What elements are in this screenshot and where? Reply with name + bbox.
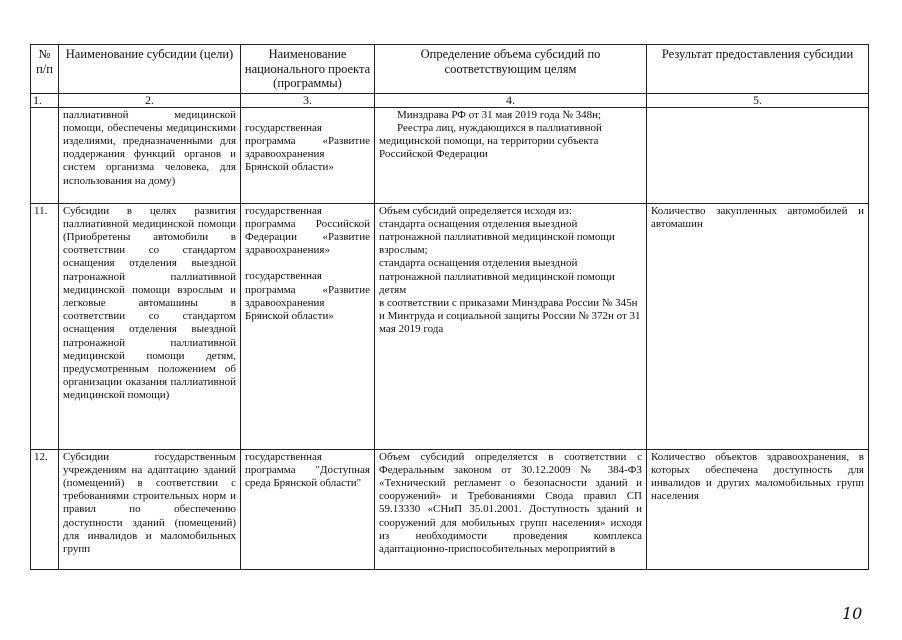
volume-text: Реестра лиц, нуждающихся в паллиативной медицинской помощи, на территории субъекта Российской Федерации [379,121,602,161]
program-text: государственная программа "Доступная среда Брянской области" [245,450,370,489]
volume-cell [375,107,647,203]
header-num: № п/п [31,45,59,94]
volume-text: Объем субсидий определяется исходя из: [379,204,572,217]
volume-cell [375,449,647,569]
index-cell: 1. [31,93,59,107]
row-number [31,107,59,203]
index-cell: 4. [375,93,647,107]
page-number: 10 [842,604,863,623]
table-row [31,203,869,449]
program-text: государственная программа Российской Федерации «Развитие здравоохранения» [245,204,370,257]
header-volume-definition: Определение объема субсидий по соответствующим целям [375,45,647,94]
program-cell [241,107,375,203]
table-row [31,449,869,569]
header-subsidy-name: Наименование субсидии (цели) [59,45,241,94]
volume-cell [375,203,647,449]
result-cell: Количество объектов здравоохранения, в которых обеспечена доступность для инвалидов и других маломобильных групп населения [647,449,869,569]
program-cell [241,449,375,569]
subsidy-name-cell: Субсидии в целях развития паллиативной медицинской помощи (Приобретены автомобили в соответствии со стандартом оснащения отделения выездной патронажной паллиативной медицинской помощи взрослым и легковые автомашины в соответствии со стандартом оснащения отделения выездной патронажной паллиативной медицинской помощи детям, предусмотренным положением об организации оказания паллиативной медицинской помощи) [59,203,241,449]
subsidy-table [30,44,869,570]
volume-text: Объем субсидий определяется в соответствии с Федеральным законом от 30.12.2009 № 384-ФЗ «Технический регламент о безопасности зданий и сооружений» и Требованиями Свода правил СП 59.13330 «СНиП 35.01.2001. Доступность зданий и сооружений для мобильных групп населения» исходя из необходимости проведения комплекса адаптационно-приспособительных мероприятий в [379,450,642,555]
index-row [31,93,869,107]
volume-text: стандарта оснащения отделения выездной патронажной паллиативной медицинской помощи детям [379,257,615,296]
program-text: государственная программа «Развитие здравоохранения Брянской области» [245,121,370,174]
row-number: 12. [31,449,59,569]
program-cell [241,203,375,449]
index-cell: 2. [59,93,241,107]
result-cell: Количество закупленных автомобилей и автомашин [647,203,869,449]
volume-text: в соответствии с приказами Минздрава России № 345н и Минтруда и социальной защиты России № 372н от 31 мая 2019 года [379,296,641,336]
index-cell: 3. [241,93,375,107]
volume-text: стандарта оснащения отделения выездной патронажной паллиативной медицинской помощи взрослым; [379,217,615,257]
result-cell [647,107,869,203]
program-text: государственная программа «Развитие здравоохранения Брянской области» [245,270,370,322]
volume-text: Минздрава РФ от 31 мая 2019 года № 348н; [397,108,602,121]
subsidy-name-cell: Субсидии государственным учреждениям на адаптацию зданий (помещений) в соответствии с требованиями строительных норм и правил по обеспечению доступности зданий (помещений) для инвалидов и маломобильных групп [59,449,241,569]
index-cell: 5. [647,93,869,107]
header-project-name: Наименование национального проекта (программы) [241,45,375,94]
header-row [31,45,869,94]
subsidy-name-cell: паллиативной медицинской помощи, обеспечены медицинскими изделиями, предназначенными для поддержания функций органов и систем организма человека, для использования на дому) [59,107,241,203]
header-result: Результат предоставления субсидии [647,45,869,94]
row-number: 11. [31,203,59,449]
table-row [31,107,869,203]
